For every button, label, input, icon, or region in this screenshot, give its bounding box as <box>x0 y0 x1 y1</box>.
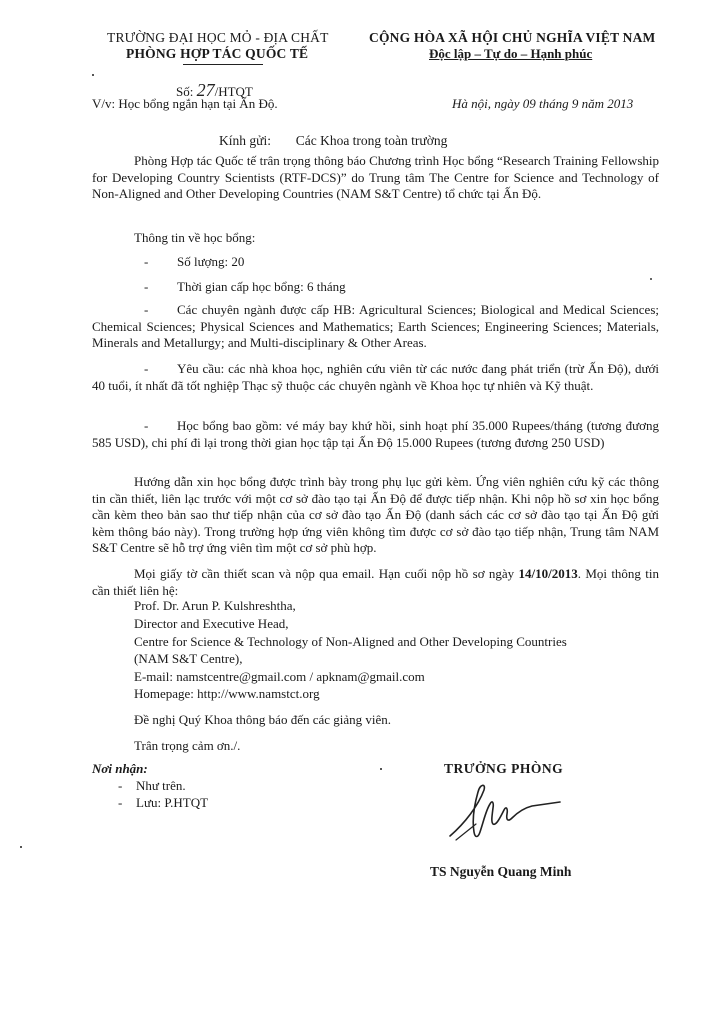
contact-name: Prof. Dr. Arun P. Kulshreshtha, <box>134 598 296 613</box>
signature-title: TRƯỞNG PHÒNG <box>444 761 564 776</box>
info-heading: Thông tin về học bổng: <box>134 230 256 245</box>
item-requirements: Yêu cầu: các nhà khoa học, nghiên cứu viên từ các nước đang phát triển (trừ Ấn Độ), dưới 40 tuổi, ít nhất đã tốt nghiệp Thạc sỹ thuộc các chuyên ngành về Khoa học tự nhiên và Kỹ thuật. <box>92 361 659 393</box>
contact-title: Director and Executive Head, <box>134 616 289 631</box>
request-line: Đề nghị Quý Khoa thông báo đến các giảng viên. <box>134 712 392 727</box>
header-underline-left <box>183 64 263 65</box>
bullet-dash: - <box>144 254 149 269</box>
doc-number-suffix: /HTQT <box>214 84 253 99</box>
bullet-dash: - <box>144 279 149 294</box>
item-duration: Thời gian cấp học bổng: 6 tháng <box>177 279 346 294</box>
recipients-label: Nơi nhận: <box>92 761 148 776</box>
doc-number-label: Số: <box>176 84 194 99</box>
recipient-item: Lưu: P.HTQT <box>136 795 209 810</box>
doc-number-handwritten: 27 <box>196 80 215 100</box>
nation-motto: Độc lập – Tự do – Hạnh phúc <box>429 46 593 61</box>
nation-title: CỘNG HÒA XÃ HỘI CHỦ NGHĨA VIỆT NAM <box>369 30 656 45</box>
guide-paragraph: Hướng dẫn xin học bổng được trình bày trong phụ lục gửi kèm. Ứng viên nghiên cứu kỹ các thông tin cần thiết, liên lạc trước với một cơ sở đào tạo tại Ấn Độ để được tiếp nhận. Khi nộp hồ sơ xin học bổng cần kèm theo bản sao thư tiếp nhận của cơ sở đào tạo Ấn Độ (danh sách các cơ sở đào tạo tại Ấn Độ gửi kèm thông báo này). Trong trường hợp ứng viên không tìm được cơ sở đào tạo tiếp nhận, Trung tâm NAM S&T Centre sẽ hỗ trợ ứng viên tìm một cơ sở phù hợp. <box>92 474 659 555</box>
item-benefits: Học bổng bao gồm: vé máy bay khứ hồi, sinh hoạt phí 35.000 Rupees/tháng (tương đương 585 USD), chi phí đi lại trong thời gian học tập tại Ấn Độ 15.000 Rupees (tương đương 250 USD) <box>92 418 659 450</box>
contact-org-abbr: (NAM S&T Centre), <box>134 651 243 666</box>
bullet-dash: - <box>118 778 123 793</box>
bullet-dash: - <box>118 795 123 810</box>
subject-line: V/v: Học bổng ngắn hạn tại Ấn Độ. <box>92 96 278 111</box>
deadline-prefix: Mọi giấy tờ cần thiết scan và nộp qua email. Hạn cuối nộp hồ sơ ngày <box>134 566 519 581</box>
deadline-paragraph <box>92 566 659 599</box>
intro-paragraph: Phòng Hợp tác Quốc tế trân trọng thông báo Chương trình Học bổng “Research Training Fellowship for Developing Country Scientists (RTF-DCS)” do Trung tâm The Centre for Science and Technology of Non-Aligned and Other Developing Countries (NAM S&T Centre) tổ chức tại Ấn Độ. <box>92 153 659 201</box>
contact-email: E-mail: namstcentre@gmail.com / apknam@gmail.com <box>134 669 425 684</box>
contact-homepage: Homepage: http://www.namstct.org <box>134 686 320 701</box>
item-fields: Các chuyên ngành được cấp HB: Agricultural Sciences; Biological and Medical Sciences; Chemical Sciences; Physical Sciences and Mathematics; Earth Sciences; Engineering Sciences; Materials, Minerals and Metallurgy; and Multi-disciplinary & Other Areas. <box>92 302 659 350</box>
signer-name: TS Nguyễn Quang Minh <box>430 864 572 879</box>
handwritten-signature <box>440 778 580 848</box>
bullet-dash: - <box>144 302 149 317</box>
addressee <box>219 133 447 149</box>
place-date: Hà nội, ngày 09 tháng 9 năm 2013 <box>452 96 634 111</box>
bullet-dash: - <box>144 361 149 376</box>
scan-speck <box>20 846 22 848</box>
scan-speck <box>650 278 652 280</box>
recipient-item: Như trên. <box>136 778 186 793</box>
bullet-dash: - <box>144 418 149 433</box>
item-quantity: Số lượng: 20 <box>177 254 245 269</box>
addressee-to: Các Khoa trong toàn trường <box>295 133 448 148</box>
department-name: PHÒNG HỢP TÁC QUỐC TẾ <box>126 46 309 61</box>
deadline-suffix: . Mọi thông tin cần thiết liên hệ: <box>92 566 659 598</box>
contact-org: Centre for Science & Technology of Non-Aligned and Other Developing Countries <box>134 634 567 649</box>
scan-speck <box>380 768 382 770</box>
deadline-date: 14/10/2013 <box>518 566 578 581</box>
org-name: TRƯỜNG ĐẠI HỌC MỎ - ĐỊA CHẤT <box>107 30 329 45</box>
closing-line: Trân trọng cảm ơn./. <box>134 738 241 753</box>
addressee-label: Kính gửi: <box>219 133 271 148</box>
scan-speck <box>92 74 94 76</box>
